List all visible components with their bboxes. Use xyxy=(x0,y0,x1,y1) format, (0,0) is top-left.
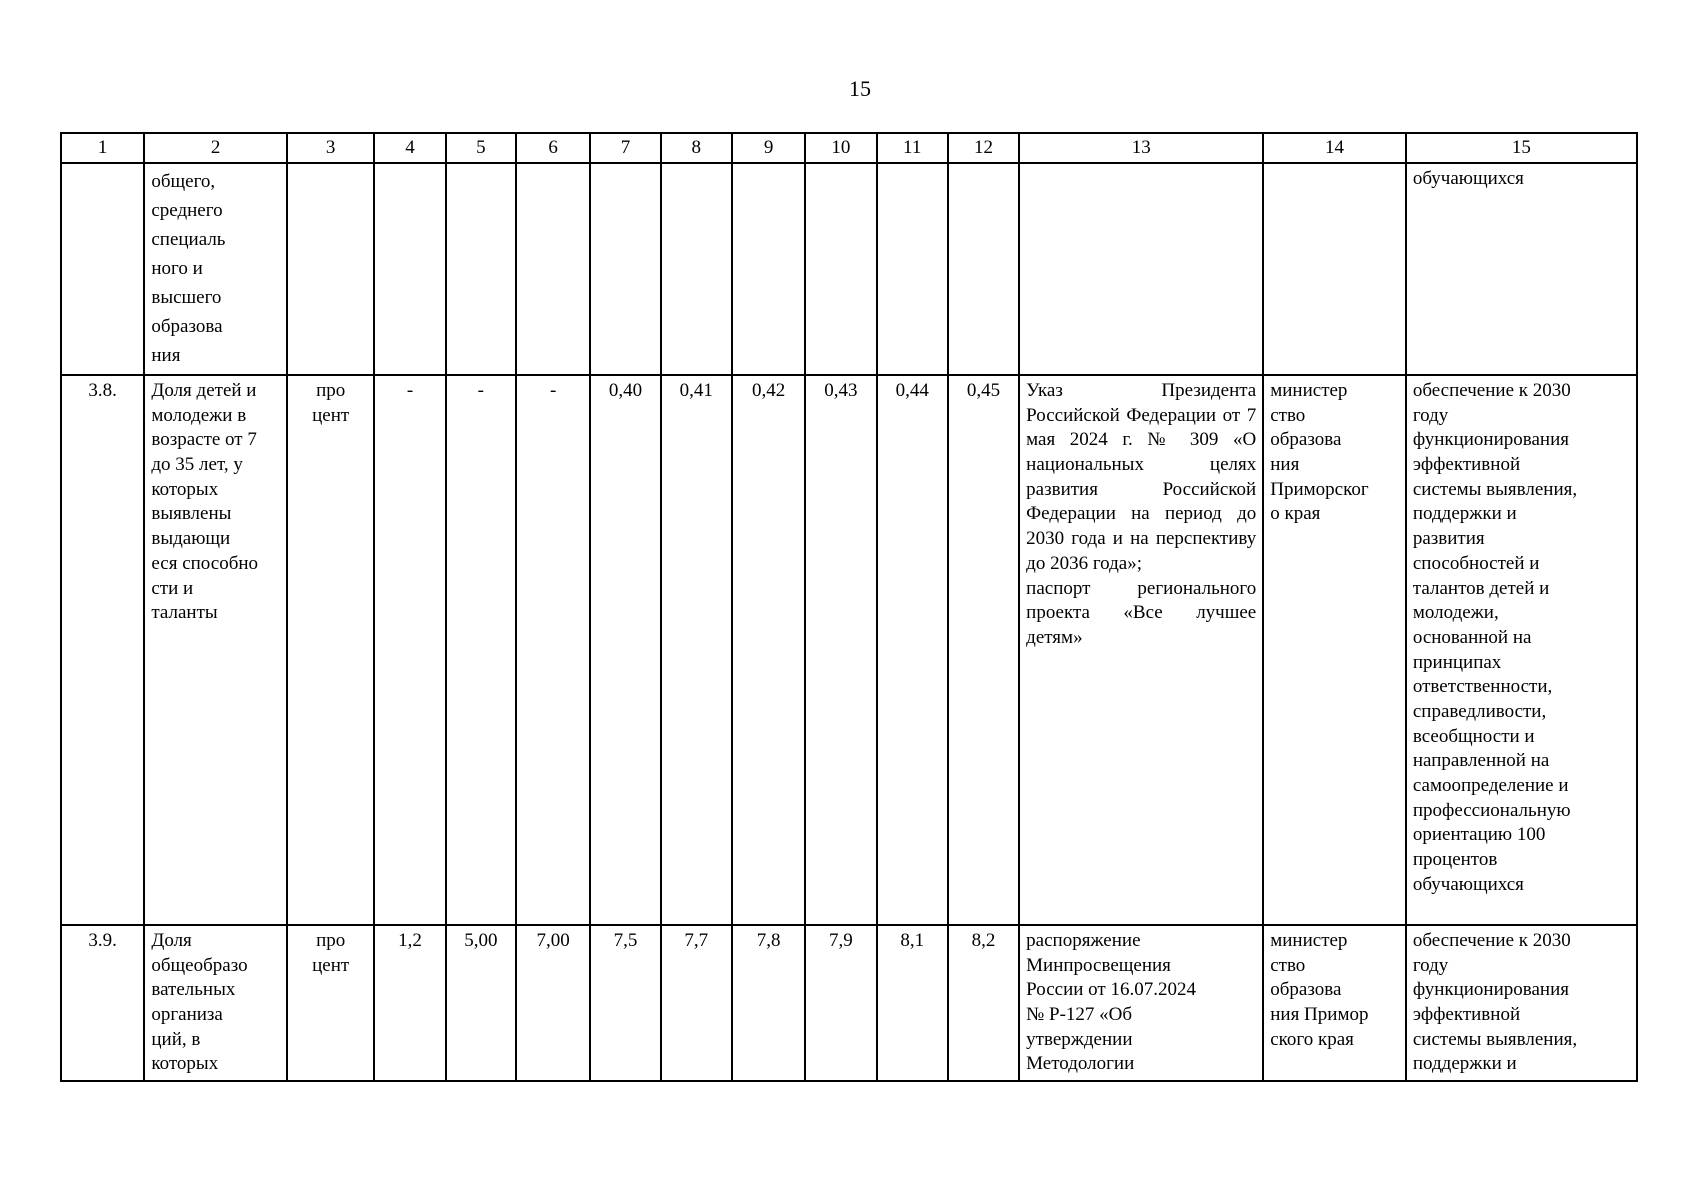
responsible-cell: министер ство образова ния Примор ского края xyxy=(1263,925,1406,1081)
unit-cell: про цент xyxy=(287,925,374,1081)
value-cell: 7,00 xyxy=(516,925,590,1081)
value-cell xyxy=(374,163,445,375)
header-cell: 13 xyxy=(1019,133,1263,163)
value-cell: - xyxy=(516,375,590,925)
header-cell: 15 xyxy=(1406,133,1637,163)
row-number-cell: 3.9. xyxy=(61,925,144,1081)
value-cell: 0,41 xyxy=(661,375,732,925)
value-cell: 0,44 xyxy=(877,375,948,925)
header-cell: 8 xyxy=(661,133,732,163)
indicator-name-cell: Доля детей и молодежи в возрасте от 7 до 35 лет, у которых выявлены выдающи еся способно сти и таланты xyxy=(144,375,287,925)
row-number-cell xyxy=(61,163,144,375)
value-cell: 0,43 xyxy=(805,375,876,925)
header-cell: 4 xyxy=(374,133,445,163)
value-cell: 8,2 xyxy=(948,925,1019,1081)
row-number-cell: 3.8. xyxy=(61,375,144,925)
header-row xyxy=(61,133,1637,163)
header-cell: 2 xyxy=(144,133,287,163)
responsible-cell: министер ство образова ния Приморског о края xyxy=(1263,375,1406,925)
header-cell: 14 xyxy=(1263,133,1406,163)
header-cell: 7 xyxy=(590,133,660,163)
value-cell: 7,9 xyxy=(805,925,876,1081)
indicators-table xyxy=(60,132,1638,1082)
value-cell: 8,1 xyxy=(877,925,948,1081)
value-cell xyxy=(732,163,805,375)
table-row xyxy=(61,925,1637,1081)
value-cell: 7,8 xyxy=(732,925,805,1081)
value-cell: 0,45 xyxy=(948,375,1019,925)
unit-cell xyxy=(287,163,374,375)
header-cell: 6 xyxy=(516,133,590,163)
value-cell xyxy=(661,163,732,375)
header-cell: 12 xyxy=(948,133,1019,163)
table-row xyxy=(61,375,1637,925)
header-cell: 3 xyxy=(287,133,374,163)
basis-document-cell xyxy=(1019,163,1263,375)
value-cell xyxy=(948,163,1019,375)
value-cell: 5,00 xyxy=(446,925,516,1081)
value-cell: 7,7 xyxy=(661,925,732,1081)
header-cell: 11 xyxy=(877,133,948,163)
value-cell: 1,2 xyxy=(374,925,445,1081)
goal-link-cell: обучающихся xyxy=(1406,163,1637,375)
value-cell: - xyxy=(446,375,516,925)
value-cell xyxy=(877,163,948,375)
table-row xyxy=(61,163,1637,375)
responsible-cell xyxy=(1263,163,1406,375)
header-cell: 10 xyxy=(805,133,876,163)
page-number: 15 xyxy=(849,76,871,101)
value-cell: - xyxy=(374,375,445,925)
value-cell: 0,40 xyxy=(590,375,660,925)
value-cell xyxy=(516,163,590,375)
basis-document-cell: распоряжение Минпросвещения России от 16.07.2024 № Р-127 «Об утверждении Методологии xyxy=(1019,925,1263,1081)
value-cell xyxy=(446,163,516,375)
value-cell xyxy=(805,163,876,375)
goal-link-cell: обеспечение к 2030 году функционирования эффективной системы выявления, поддержки и развития способностей и талантов детей и молодежи, основанной на принципах ответственности, справедливости, всеобщности и направленной на самоопределение и профессиональную ориентацию 100 процентов обучающихся xyxy=(1406,375,1637,925)
value-cell: 7,5 xyxy=(590,925,660,1081)
basis-document-cell: Указ Президента Российской Федерации от 7 мая 2024 г. № 309 «О национальных целях развития Российской Федерации на период до 2030 года и на перспективу до 2036 года»; паспорт регионального проекта «Все лучшее детям» xyxy=(1019,375,1263,925)
header-cell: 5 xyxy=(446,133,516,163)
value-cell: 0,42 xyxy=(732,375,805,925)
value-cell xyxy=(590,163,660,375)
header-cell: 1 xyxy=(61,133,144,163)
indicator-name-cell: общего, среднего специаль ного и высшего образова ния xyxy=(144,163,287,375)
indicator-name-cell: Доля общеобразо вательных организа ций, в которых xyxy=(144,925,287,1081)
goal-link-cell: обеспечение к 2030 году функционирования эффективной системы выявления, поддержки и xyxy=(1406,925,1637,1081)
unit-cell: про цент xyxy=(287,375,374,925)
header-cell: 9 xyxy=(732,133,805,163)
